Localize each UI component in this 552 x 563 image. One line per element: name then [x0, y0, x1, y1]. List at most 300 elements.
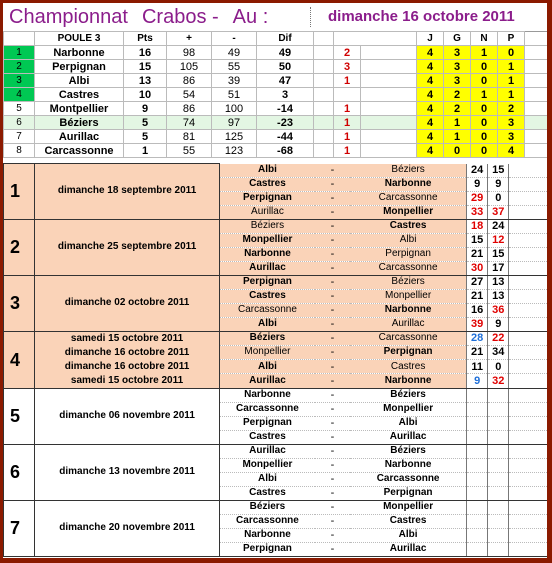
- standings-row: [4, 130, 548, 144]
- away-team: Carcassonne: [350, 191, 467, 205]
- spacer-cell: [509, 514, 547, 528]
- header-pts: Pts: [124, 32, 167, 46]
- away-team: Albi: [350, 416, 467, 430]
- away-team: Perpignan: [350, 486, 467, 500]
- round-date-line: dimanche 02 octobre 2011: [64, 297, 190, 308]
- home-score: 16: [467, 303, 488, 317]
- spacer-cell: [314, 116, 334, 130]
- away-score: [488, 430, 509, 444]
- lost-cell: 1: [498, 60, 525, 74]
- match-dash: -: [315, 500, 350, 514]
- spacer-cell: [525, 130, 548, 144]
- spacer-cell: [509, 416, 547, 430]
- away-score: [488, 444, 509, 458]
- home-team: Castres: [219, 486, 314, 500]
- away-team: Perpignan: [350, 345, 467, 359]
- flag-cell: 1: [334, 144, 361, 158]
- home-team: Monpellier: [219, 233, 314, 247]
- home-score: 21: [467, 247, 488, 261]
- round-date-line: dimanche 18 septembre 2011: [57, 185, 197, 197]
- drawn-cell: 1: [471, 46, 498, 60]
- team-cell: Carcassonne: [35, 144, 124, 158]
- spacer-cell: [314, 144, 334, 158]
- team-cell: Montpellier: [35, 102, 124, 116]
- home-team: Aurillac: [219, 444, 314, 458]
- away-team: Béziers: [350, 164, 467, 178]
- round-number: 1: [4, 164, 35, 220]
- drawn-cell: 0: [471, 116, 498, 130]
- header-pool: POULE 3: [35, 32, 124, 46]
- lost-cell: 1: [498, 74, 525, 88]
- spacer-cell: [509, 289, 547, 303]
- round-date-line: dimanche 06 novembre 2011: [59, 410, 195, 421]
- match-dash: -: [315, 205, 350, 219]
- spacer-cell: [525, 46, 548, 60]
- flag-cell: 1: [334, 130, 361, 144]
- fixture-row: [4, 331, 548, 345]
- played-cell: 4: [417, 74, 444, 88]
- home-score: 24: [467, 164, 488, 178]
- away-score: 15: [488, 164, 509, 178]
- difference-cell: -23: [257, 116, 314, 130]
- header-separator: [310, 7, 311, 27]
- away-score: 34: [488, 345, 509, 359]
- played-cell: 4: [417, 46, 444, 60]
- spacer-cell: [361, 46, 417, 60]
- round-date: [35, 164, 220, 220]
- away-score: [488, 514, 509, 528]
- spacer-cell: [509, 261, 547, 275]
- spacer-cell: [509, 500, 547, 514]
- points-for-cell: 98: [167, 46, 212, 60]
- spacer-cell: [361, 88, 417, 102]
- home-team: Carcassonne: [219, 303, 314, 317]
- standings-row: [4, 102, 548, 116]
- header-date: dimanche 16 octobre 2011: [328, 8, 515, 25]
- home-score: [467, 528, 488, 542]
- flag-cell: 1: [334, 74, 361, 88]
- match-dash: -: [315, 289, 350, 303]
- spacer-cell: [509, 275, 547, 289]
- points-against-cell: 49: [212, 46, 257, 60]
- lost-cell: 4: [498, 144, 525, 158]
- difference-cell: 3: [257, 88, 314, 102]
- spacer-cell: [509, 191, 547, 205]
- away-team: Perpignan: [350, 247, 467, 261]
- points-cell: 15: [124, 60, 167, 74]
- team-cell: Béziers: [35, 116, 124, 130]
- away-score: 13: [488, 275, 509, 289]
- spacer-cell: [509, 472, 547, 486]
- home-score: 29: [467, 191, 488, 205]
- away-score: 13: [488, 289, 509, 303]
- lost-cell: 2: [498, 102, 525, 116]
- spacer-cell: [361, 74, 417, 88]
- round-number: 2: [4, 219, 35, 275]
- team-cell: Castres: [35, 88, 124, 102]
- away-team: Aurillac: [350, 317, 467, 331]
- spacer-cell: [314, 60, 334, 74]
- home-team: Perpignan: [219, 416, 314, 430]
- away-score: [488, 458, 509, 472]
- away-score: 9: [488, 177, 509, 191]
- home-score: 11: [467, 360, 488, 374]
- home-score: 15: [467, 233, 488, 247]
- lost-cell: 1: [498, 88, 525, 102]
- away-team: Aurillac: [350, 430, 467, 444]
- home-score: [467, 416, 488, 430]
- header: [3, 3, 547, 32]
- match-dash: -: [315, 542, 350, 556]
- points-against-cell: 125: [212, 130, 257, 144]
- away-score: [488, 388, 509, 402]
- standings-header-row: [4, 32, 548, 46]
- round-date: [35, 500, 220, 556]
- header-rank: [4, 32, 35, 46]
- match-dash: -: [315, 472, 350, 486]
- spacer-cell: [509, 430, 547, 444]
- difference-cell: 50: [257, 60, 314, 74]
- away-team: Albi: [350, 233, 467, 247]
- away-team: Albi: [350, 528, 467, 542]
- away-team: Carcassonne: [350, 472, 467, 486]
- match-dash: -: [315, 528, 350, 542]
- title: [9, 3, 268, 31]
- played-cell: 4: [417, 116, 444, 130]
- spreadsheet: [3, 3, 547, 558]
- spacer-cell: [525, 102, 548, 116]
- spacer-cell: [314, 102, 334, 116]
- round-date-line: dimanche 25 septembre 2011: [57, 241, 197, 252]
- played-cell: 4: [417, 88, 444, 102]
- difference-cell: -14: [257, 102, 314, 116]
- match-dash: -: [315, 247, 350, 261]
- home-team: Aurillac: [219, 261, 314, 275]
- home-team: Carcassonne: [219, 402, 314, 416]
- home-score: 21: [467, 289, 488, 303]
- home-team: Albi: [219, 317, 314, 331]
- fixture-row: [4, 500, 548, 514]
- points-for-cell: 86: [167, 74, 212, 88]
- away-score: 15: [488, 247, 509, 261]
- difference-cell: 47: [257, 74, 314, 88]
- away-team: Monpellier: [350, 289, 467, 303]
- spacer-cell: [525, 144, 548, 158]
- match-dash: -: [315, 374, 350, 388]
- rank-cell: 3: [4, 74, 35, 88]
- match-dash: -: [315, 345, 350, 359]
- home-team: Albi: [219, 360, 314, 374]
- points-cell: 13: [124, 74, 167, 88]
- points-against-cell: 123: [212, 144, 257, 158]
- team-cell: Aurillac: [35, 130, 124, 144]
- away-score: [488, 486, 509, 500]
- drawn-cell: 0: [471, 60, 498, 74]
- header-g: G: [444, 32, 471, 46]
- points-cell: 5: [124, 116, 167, 130]
- round-date: [35, 219, 220, 275]
- spacer-cell: [525, 74, 548, 88]
- spacer-cell: [509, 177, 547, 191]
- spacer-cell: [509, 219, 547, 233]
- played-cell: 4: [417, 102, 444, 116]
- header-spacer: [334, 32, 417, 46]
- spacer-cell: [525, 60, 548, 74]
- away-score: 0: [488, 360, 509, 374]
- spacer-cell: [509, 388, 547, 402]
- match-dash: -: [315, 402, 350, 416]
- spacer-cell: [509, 233, 547, 247]
- rank-cell: 2: [4, 60, 35, 74]
- away-score: [488, 542, 509, 556]
- home-team: Castres: [219, 289, 314, 303]
- away-team: Béziers: [350, 388, 467, 402]
- points-cell: 16: [124, 46, 167, 60]
- fixtures-table: [3, 163, 547, 557]
- home-team: Béziers: [219, 331, 314, 345]
- spacer-cell: [314, 88, 334, 102]
- home-score: [467, 458, 488, 472]
- standings-row: [4, 46, 548, 60]
- round-number: 5: [4, 388, 35, 444]
- away-team: Carcassonne: [350, 261, 467, 275]
- points-for-cell: 74: [167, 116, 212, 130]
- home-team: Monpellier: [219, 345, 314, 359]
- home-score: 9: [467, 374, 488, 388]
- won-cell: 0: [444, 144, 471, 158]
- points-against-cell: 39: [212, 74, 257, 88]
- away-score: [488, 528, 509, 542]
- spacer-cell: [509, 402, 547, 416]
- rank-cell: 6: [4, 116, 35, 130]
- fixture-row: [4, 388, 548, 402]
- points-against-cell: 51: [212, 88, 257, 102]
- match-dash: -: [315, 416, 350, 430]
- home-score: 33: [467, 205, 488, 219]
- spacer-cell: [525, 88, 548, 102]
- away-score: 24: [488, 219, 509, 233]
- home-score: [467, 388, 488, 402]
- match-dash: -: [315, 317, 350, 331]
- spacer-cell: [509, 164, 547, 178]
- difference-cell: -44: [257, 130, 314, 144]
- spacer-cell: [509, 205, 547, 219]
- spacer-cell: [314, 74, 334, 88]
- team-cell: Narbonne: [35, 46, 124, 60]
- header-p: P: [498, 32, 525, 46]
- home-team: Castres: [219, 430, 314, 444]
- points-cell: 10: [124, 88, 167, 102]
- away-score: [488, 402, 509, 416]
- title-word-3: Au :: [232, 6, 269, 28]
- lost-cell: 3: [498, 116, 525, 130]
- flag-cell: [334, 88, 361, 102]
- match-dash: -: [315, 331, 350, 345]
- away-score: [488, 500, 509, 514]
- round-date: [35, 388, 220, 444]
- home-score: [467, 500, 488, 514]
- home-team: Carcassonne: [219, 514, 314, 528]
- match-dash: -: [315, 191, 350, 205]
- spacer-cell: [361, 130, 417, 144]
- round-date: [35, 275, 220, 331]
- points-against-cell: 97: [212, 116, 257, 130]
- spacer-cell: [525, 116, 548, 130]
- home-team: Narbonne: [219, 388, 314, 402]
- home-team: Perpignan: [219, 191, 314, 205]
- away-score: 0: [488, 191, 509, 205]
- home-score: 30: [467, 261, 488, 275]
- spacer-cell: [509, 247, 547, 261]
- points-cell: 5: [124, 130, 167, 144]
- won-cell: 1: [444, 116, 471, 130]
- home-team: Albi: [219, 164, 314, 178]
- fixture-row: [4, 275, 548, 289]
- header-n: N: [471, 32, 498, 46]
- round-number: 6: [4, 444, 35, 500]
- away-score: [488, 416, 509, 430]
- away-team: Narbonne: [350, 374, 467, 388]
- difference-cell: 49: [257, 46, 314, 60]
- won-cell: 2: [444, 88, 471, 102]
- rank-cell: 5: [4, 102, 35, 116]
- away-team: Monpellier: [350, 205, 467, 219]
- match-dash: -: [315, 514, 350, 528]
- match-dash: -: [315, 360, 350, 374]
- won-cell: 1: [444, 130, 471, 144]
- home-score: [467, 472, 488, 486]
- home-score: 39: [467, 317, 488, 331]
- away-team: Carcassonne: [350, 331, 467, 345]
- home-score: [467, 514, 488, 528]
- away-score: 17: [488, 261, 509, 275]
- match-dash: -: [315, 486, 350, 500]
- spacer-cell: [361, 102, 417, 116]
- spacer-cell: [509, 458, 547, 472]
- away-team: Castres: [350, 219, 467, 233]
- drawn-cell: 0: [471, 102, 498, 116]
- match-dash: -: [315, 164, 350, 178]
- home-score: [467, 430, 488, 444]
- flag-cell: 1: [334, 102, 361, 116]
- spacer-cell: [361, 144, 417, 158]
- won-cell: 3: [444, 74, 471, 88]
- away-score: 22: [488, 331, 509, 345]
- away-score: 37: [488, 205, 509, 219]
- round-date-line: samedi 15 octobre 2011: [70, 332, 184, 344]
- header-plus: +: [167, 32, 212, 46]
- home-score: 28: [467, 331, 488, 345]
- home-score: [467, 444, 488, 458]
- match-dash: -: [315, 444, 350, 458]
- spacer-cell: [509, 374, 547, 388]
- round-date-line: dimanche 16 octobre 2011: [64, 360, 190, 372]
- spacer-cell: [509, 528, 547, 542]
- header-dif: Dif: [257, 32, 314, 46]
- home-score: 18: [467, 219, 488, 233]
- fixture-row: [4, 164, 548, 178]
- round-date-line: dimanche 13 novembre 2011: [59, 466, 195, 477]
- spacer-cell: [314, 46, 334, 60]
- spacer-cell: [509, 542, 547, 556]
- away-score: 12: [488, 233, 509, 247]
- standings-table: [3, 31, 547, 158]
- points-against-cell: 100: [212, 102, 257, 116]
- team-cell: Albi: [35, 74, 124, 88]
- lost-cell: 0: [498, 46, 525, 60]
- round-date-line: samedi 15 octobre 2011: [70, 374, 184, 386]
- round-number: 7: [4, 500, 35, 556]
- home-team: Béziers: [219, 500, 314, 514]
- home-score: [467, 542, 488, 556]
- away-score: 9: [488, 317, 509, 331]
- spacer-cell: [509, 444, 547, 458]
- home-team: Perpignan: [219, 275, 314, 289]
- home-score: 27: [467, 275, 488, 289]
- points-for-cell: 86: [167, 102, 212, 116]
- flag-cell: 3: [334, 60, 361, 74]
- home-team: Castres: [219, 177, 314, 191]
- away-team: Monpellier: [350, 500, 467, 514]
- away-team: Béziers: [350, 444, 467, 458]
- spacer-cell: [509, 345, 547, 359]
- match-dash: -: [315, 233, 350, 247]
- away-score: 32: [488, 374, 509, 388]
- points-for-cell: 54: [167, 88, 212, 102]
- fixture-row: [4, 219, 548, 233]
- drawn-cell: 0: [471, 130, 498, 144]
- header-flag: [314, 32, 334, 46]
- round-date-line: dimanche 20 novembre 2011: [59, 522, 195, 533]
- standings-row: [4, 60, 548, 74]
- away-team: Narbonne: [350, 458, 467, 472]
- played-cell: 4: [417, 144, 444, 158]
- home-team: Narbonne: [219, 528, 314, 542]
- away-team: Castres: [350, 514, 467, 528]
- away-team: Aurillac: [350, 542, 467, 556]
- header-j: J: [417, 32, 444, 46]
- points-for-cell: 55: [167, 144, 212, 158]
- standings-row: [4, 88, 548, 102]
- home-team: Aurillac: [219, 205, 314, 219]
- standings-row: [4, 116, 548, 130]
- won-cell: 3: [444, 60, 471, 74]
- spacer-cell: [314, 130, 334, 144]
- home-score: 21: [467, 345, 488, 359]
- title-word-2: Crabos -: [141, 6, 219, 28]
- match-dash: -: [315, 303, 350, 317]
- away-team: Monpellier: [350, 402, 467, 416]
- round-date: [35, 444, 220, 500]
- drawn-cell: 1: [471, 88, 498, 102]
- home-team: Perpignan: [219, 542, 314, 556]
- away-team: Narbonne: [350, 303, 467, 317]
- spacer-cell: [509, 303, 547, 317]
- points-for-cell: 105: [167, 60, 212, 74]
- drawn-cell: 0: [471, 144, 498, 158]
- home-team: Monpellier: [219, 458, 314, 472]
- won-cell: 3: [444, 46, 471, 60]
- spacer-cell: [509, 360, 547, 374]
- rank-cell: 8: [4, 144, 35, 158]
- rank-cell: 4: [4, 88, 35, 102]
- difference-cell: -68: [257, 144, 314, 158]
- home-team: Albi: [219, 472, 314, 486]
- away-score: [488, 472, 509, 486]
- home-score: [467, 402, 488, 416]
- rank-cell: 7: [4, 130, 35, 144]
- home-team: Béziers: [219, 219, 314, 233]
